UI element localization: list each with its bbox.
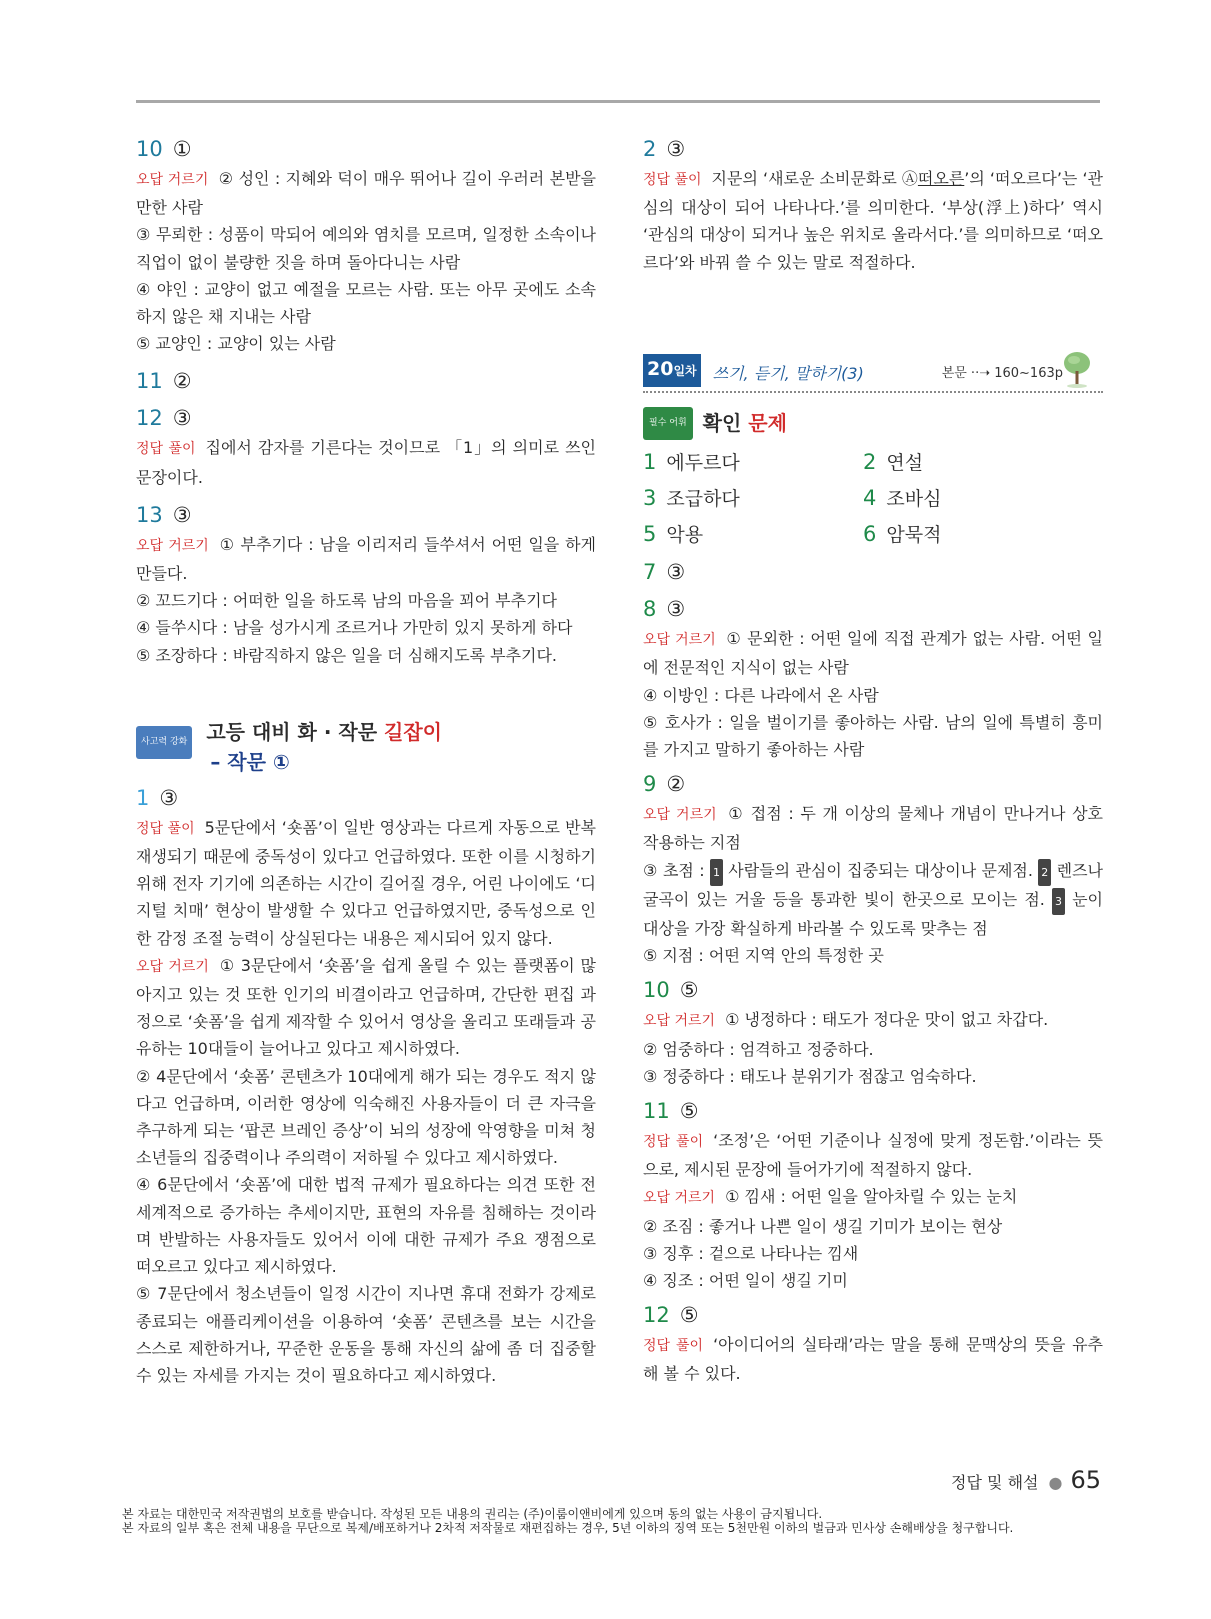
explanation-line <box>643 857 1103 943</box>
wrong-answer-tag: 오답 거르기 <box>136 172 209 188</box>
bullet-icon: ● <box>1048 1473 1063 1492</box>
explanation-text: ‘조정’은 ‘어떤 기준이나 실정에 맞게 정돈함.’이라는 뜻으로, 제시된 문장에 들어가기에 적절하지 않다. <box>643 1131 1103 1180</box>
explanation-line: ④ 이방인 : 다른 나라에서 온 사람 <box>643 685 879 705</box>
question-number: 12 <box>136 406 163 431</box>
explanation-line: ④ 징조 : 어떤 일이 생길 기미 <box>643 1271 848 1291</box>
day-header <box>643 354 1103 393</box>
vocab-word: 조바심 <box>886 488 942 511</box>
explanation-text: 지문의 ‘새로운 소비문화로 Ⓐ <box>711 169 918 188</box>
explanation-line: ② 조짐 : 좋거나 나쁜 일이 생길 기미가 보이는 현상 <box>643 1216 1003 1236</box>
left-column <box>136 128 596 1389</box>
day-unit: 일차 <box>673 363 697 378</box>
wrong-answer-tag: 오답 거르기 <box>643 807 717 824</box>
explanation-line: ① 부추기다 : 남을 이리저리 들쑤셔서 어떤 일을 하게 만들다. <box>136 534 596 584</box>
answer-9 <box>643 768 1103 800</box>
explanation-line: ② 엄중하다 : 엄격하고 정중하다. <box>643 1039 874 1059</box>
vocab-word: 연설 <box>886 452 924 475</box>
vocab-item <box>863 446 1083 479</box>
notice-line: 본 자료의 일부 혹은 전체 내용을 무단으로 복제/배포하거나 2차적 저작물로 재편집하는 경우, 5년 이하의 징역 또는 5천만원 이하의 벌금과 민사상 손해배상을 청구합니다. <box>122 1521 1014 1535</box>
answer-choice: ② <box>666 772 686 797</box>
explanation-line: ① 3문단에서 ‘숏폼’을 쉽게 올릴 수 있는 플랫폼이 많아지고 있는 것 또한 인기의 비결이라고 언급하며, 간단한 편집 과정으로 ‘숏폼’을 쉽게 제작할 수 있어서 영상을 올리고 또래들과 공유하는 10대들이 늘어나고 있다고 제시하였다. <box>136 955 596 1059</box>
question-number: 9 <box>643 772 657 797</box>
explanation-text: ‘아이디어의 실타래’라는 말을 통해 문맥상의 뜻을 유추해 볼 수 있다. <box>643 1335 1103 1384</box>
explanation-line: ③ 징후 : 겉으로 나타나는 낌새 <box>643 1243 859 1263</box>
explanation <box>643 1006 1103 1035</box>
explanation-line: ② 꼬드기다 : 어떠한 일을 하도록 남의 마음을 꾀어 부추기다 <box>136 591 557 611</box>
sub-badge: 필수 어휘 <box>643 407 693 440</box>
day-number: 20 <box>647 357 674 380</box>
question-number: 1 <box>136 785 150 810</box>
top-rule <box>136 100 1100 103</box>
vocab-word: 에두르다 <box>666 452 740 475</box>
answer-7 <box>643 556 1103 588</box>
day-badge <box>643 354 701 387</box>
explanation-text: ③ 초점 : <box>643 860 710 880</box>
answer-choice: ③ <box>172 502 192 527</box>
answer-choice: ③ <box>666 597 686 622</box>
explanation <box>643 1183 1103 1212</box>
answer-choice: ⑤ <box>679 978 699 1003</box>
explanation-text: 사람들의 관심이 집중되는 대상이나 문제점. <box>722 860 1039 880</box>
question-number: 10 <box>136 137 163 161</box>
answer-choice: ⑤ <box>679 1099 699 1124</box>
vocab-item <box>863 518 1083 551</box>
explanation-text: 집에서 감자를 기른다는 것이므로 「1」의 의미로 쓰인 문장이다. <box>136 438 596 487</box>
explanation <box>643 1127 1103 1183</box>
question-number: 7 <box>643 560 657 585</box>
question-number: 11 <box>136 369 163 394</box>
explanation-line: ④ 6문단에서 ‘숏폼’에 대한 법적 규제가 필요하다는 의견 또한 전 세계적으로 증가하는 추세이지만, 표현의 자유를 침해하는 것이라며 반발하는 사용자들도 있어서 이에 대한 규제가 주요 쟁점으로 떠오르고 있다고 제시하였다. <box>136 1175 596 1277</box>
vocab-word: 악용 <box>666 524 704 547</box>
question-number: 2 <box>863 450 877 475</box>
copyright-notice <box>122 1507 1013 1535</box>
wrong-answer-tag: 오답 거르기 <box>136 958 209 975</box>
wrong-answer-tag: 오답 거르기 <box>643 1013 716 1030</box>
explanation-text: ’의 ‘떠오르다’는 ‘관심의 대상이 되어 나타나다.’를 의미한다. ‘부상(浮上)하다’ 역시 ‘관심의 대상이 되거나 높은 위치로 올라서다.’를 의미하므로 ‘떠오르다’와 바꿔 쓸 수 있는 말로 적절하다. <box>643 169 1104 272</box>
correct-answer-tag: 정답 풀이 <box>643 1338 704 1355</box>
explanation <box>643 1331 1103 1387</box>
question-number: 12 <box>643 1303 670 1328</box>
tree-icon <box>1057 349 1097 389</box>
question-number: 6 <box>863 522 877 547</box>
explanation <box>136 952 596 1063</box>
explanation-line: ① 문외한 : 어떤 일에 직접 관계가 없는 사람. 어떤 일에 전문적인 지식이 없는 사람 <box>643 629 1103 678</box>
section-badge: 사고력 강화 <box>136 726 192 759</box>
sub-title-highlight: 문제 <box>748 411 787 436</box>
answer-choice: ① <box>172 137 192 161</box>
explanation <box>643 625 1103 681</box>
day-title: 쓰기, 듣기, 말하기(3) <box>712 363 864 383</box>
notice-line: 본 자료는 대한민국 저작권법의 보호를 받습니다. 작성된 모든 내용의 권리는 (주)이룸이앤비에게 있으며 동의 없는 사용이 금지됩니다. <box>122 1507 823 1521</box>
correct-answer-tag: 정답 풀이 <box>643 172 702 188</box>
underlined-word: 떠오른 <box>917 169 965 188</box>
answer-12 <box>643 1299 1103 1331</box>
vocab-word: 암묵적 <box>886 524 942 547</box>
answer-choice: ⑤ <box>679 1303 699 1328</box>
question-number: 10 <box>643 978 670 1003</box>
vocab-item <box>643 518 863 551</box>
section-heading <box>136 717 596 777</box>
question-number: 1 <box>643 450 657 475</box>
question-number: 5 <box>643 522 657 547</box>
page-footer <box>951 1466 1101 1494</box>
sub-heading <box>643 407 1103 440</box>
question-number: 2 <box>643 137 657 161</box>
section-subtitle: – 작문 ① <box>210 749 290 774</box>
explanation-line: ① 냉정하다 : 태도가 정다운 맛이 없고 차갑다. <box>725 1010 1049 1030</box>
answer-10 <box>136 133 596 165</box>
explanation-line: ① 접점 : 두 개 이상의 물체나 개념이 만나거나 상호 작용하는 지점 <box>643 804 1103 853</box>
explanation <box>136 814 596 952</box>
explanation-line: ② 4문단에서 ‘숏폼’ 콘텐츠가 10대에게 해가 되는 경우도 적지 않다고 언급하며, 이러한 영상에 익숙해진 사용자들이 더 큰 자극을 추구하게 되는 ‘팝콘 브레인 증상’이 뇌의 성장에 악영향을 미쳐 청소년들의 집중력이나 주의력이 저하될 수 있다고 제시하였다. <box>136 1066 596 1168</box>
explanation <box>136 165 596 221</box>
number-box: 1 <box>710 859 723 886</box>
explanation-text: 눈이 대상을 가장 확실하게 바라볼 수 있도록 맞추는 점 <box>643 889 1103 939</box>
explanation-line: ③ 무뢰한 : 성품이 막되어 예의와 염치를 모르며, 일정한 소속이나 직업이 없이 불량한 짓을 하며 돌아다니는 사람 <box>136 225 596 272</box>
number-box: 2 <box>1038 859 1051 886</box>
answer-2 <box>643 133 1103 165</box>
question-number: 11 <box>643 1099 670 1124</box>
explanation <box>643 165 1103 276</box>
answer-choice: ③ <box>666 560 686 585</box>
correct-answer-tag: 정답 풀이 <box>136 820 195 837</box>
answer-11 <box>136 365 596 397</box>
wrong-answer-tag: 오답 거르기 <box>643 1190 716 1207</box>
question-number: 3 <box>643 486 657 511</box>
explanation-line: ③ 정중하다 : 태도나 분위기가 점잖고 엄숙하다. <box>643 1066 977 1086</box>
answer-choice: ③ <box>666 137 686 161</box>
answer-choice: ③ <box>159 785 179 810</box>
explanation-text: 렌즈나 굴곡이 있는 거울 등을 통과한 빛이 한곳으로 모이는 점. <box>643 860 1104 909</box>
explanation-line: ⑤ 7문단에서 청소년들이 일정 시간이 지나면 휴대 전화가 강제로 종료되는 애플리케이션을 이용하여 ‘숏폼’ 콘텐츠를 보는 시간을 스스로 제한하거나, 꾸준한 운동을 통해 자신의 삶에 좀 더 집중할 수 있는 자세를 가지는 것이 필요하다고 제시하였다. <box>136 1284 596 1385</box>
question-number: 13 <box>136 502 163 527</box>
section-title <box>206 717 442 777</box>
vocab-item <box>643 446 863 479</box>
wrong-answer-tag: 오답 거르기 <box>643 632 716 649</box>
vocab-item <box>863 482 1083 515</box>
explanation-line: ① 낌새 : 어떤 일을 알아차릴 수 있는 눈치 <box>725 1187 1018 1207</box>
explanation <box>136 434 596 490</box>
explanation <box>136 531 596 587</box>
answer-choice: ③ <box>172 406 192 431</box>
number-box: 3 <box>1052 888 1065 915</box>
vocab-answers <box>643 446 1103 551</box>
sub-title <box>703 410 787 437</box>
section-title-highlight: 길잡이 <box>384 719 442 744</box>
answer-11 <box>643 1095 1103 1127</box>
vocab-item <box>643 482 863 515</box>
section-title-text: 고등 대비 화 · 작문 <box>206 719 384 744</box>
vocab-word: 조급하다 <box>666 488 740 511</box>
explanation-line: ④ 들쑤시다 : 남을 성가시게 조르거나 가만히 있지 못하게 하다 <box>136 618 573 638</box>
explanation-line: ⑤ 교양인 : 교양이 있는 사람 <box>136 334 336 354</box>
wrong-answer-tag: 오답 거르기 <box>136 537 209 554</box>
explanation-text: 5문단에서 ‘숏폼’이 일반 영상과는 다르게 자동으로 반복 재생되기 때문에 중독성이 있다고 언급하였다. 또한 이를 시청하기 위해 전자 기기에 의존하는 시간이 길어질 경우, 어린 나이에도 ‘디지털 치매’ 현상이 발생할 수 있다고 언급하였지만, 중독성으로 인한 감정 조절 능력이 상실된다는 내용은 제시되어 있지 않다. <box>136 817 596 948</box>
question-number: 4 <box>863 486 877 511</box>
correct-answer-tag: 정답 풀이 <box>643 1134 704 1151</box>
explanation-line: ⑤ 조장하다 : 바람직하지 않은 일을 더 심해지도록 부추기다. <box>136 645 557 665</box>
answer-1 <box>136 782 596 814</box>
right-column <box>643 128 1103 1388</box>
answer-10 <box>643 974 1103 1006</box>
explanation-line: ⑤ 호사가 : 일을 벌이기를 좋아하는 사람. 남의 일에 특별히 흥미를 가지고 말하기 좋아하는 사람 <box>643 712 1103 760</box>
sub-title-text: 확인 <box>702 411 749 436</box>
answer-choice: ② <box>172 369 192 394</box>
answer-13 <box>136 499 596 531</box>
explanation-line: ⑤ 지점 : 어떤 지역 안의 특정한 곳 <box>643 946 884 966</box>
page-number: 65 <box>1070 1466 1101 1494</box>
explanation-line: ④ 야인 : 교양이 없고 예절을 모르는 사람. 또는 아무 곳에도 소속하지 않은 채 지내는 사람 <box>136 279 596 327</box>
answer-12 <box>136 402 596 434</box>
explanation-line: ② 성인 : 지혜와 덕이 매우 뛰어나 길이 우러러 본받을 만한 사람 <box>136 169 596 218</box>
page-reference: 본문 ··➝ 160~163p <box>941 365 1063 381</box>
explanation <box>643 800 1103 856</box>
correct-answer-tag: 정답 풀이 <box>136 441 196 458</box>
answer-8 <box>643 593 1103 625</box>
footer-label: 정답 및 해설 <box>951 1473 1039 1492</box>
question-number: 8 <box>643 597 657 622</box>
